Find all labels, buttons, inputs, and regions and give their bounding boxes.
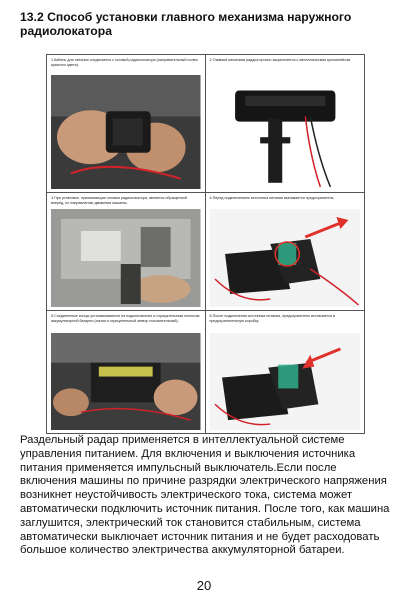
step-5-photo (51, 333, 201, 430)
step-1-caption: 1.Кабель для питания соединяется с головой радиолокатора (направительный полюс красного цвета). (51, 58, 199, 67)
page-number: 20 (196, 578, 212, 593)
step-6-photo (210, 333, 361, 430)
section-heading: 13.2 Способ установки главного механизма наружного радиолокатора (20, 10, 352, 38)
step-3-photo (51, 209, 201, 307)
step-6-caption: 6.После подключения источника питания, предохранитель вставляется в предохранительную коробку. (209, 314, 336, 323)
step-3-cell (47, 193, 206, 311)
step-2-caption: 2.Главный механизм радара прочно закрепляется с металлическим кронштейном. (209, 58, 352, 62)
step-2-cell (206, 55, 365, 193)
step-5-caption: 5.Соединенные концы устанавливаются на подключателях и отрицательным полюсом аккумуляторной батареи (синяя и отрицательный затвор положительный). (51, 314, 200, 323)
step-1-cell (47, 55, 206, 193)
installation-steps-grid (46, 54, 365, 434)
step-3-caption: 3.При установке, принимающая головка радиолокатора, является обращенной вперед, по направлению движения машины. (51, 196, 187, 205)
step-4-cell (206, 193, 365, 311)
step-4-caption: 4.Перед подключением источника питания вынимается предохранитель. (209, 196, 335, 200)
step-5-cell (47, 311, 206, 433)
step-2-photo (210, 75, 361, 189)
step-1-photo (51, 75, 201, 189)
step-6-cell (206, 311, 365, 433)
step-4-photo (210, 209, 361, 307)
description-paragraph: Раздельный радар применяется в интеллектуальной системе управления питанием. Для включения и выключения источника питания применяется импульсный выключатель.Если после включения машины по причине разрядки электрического напряжения возникнет неустойчивость электрического тока, система может автоматически подключить источник питания. После того, как машина заглушится, электрический ток становится стабильным, система автоматически выключает источник питания и не будет расходовать большое количество электричества аккумуляторной батареи. (20, 434, 390, 557)
